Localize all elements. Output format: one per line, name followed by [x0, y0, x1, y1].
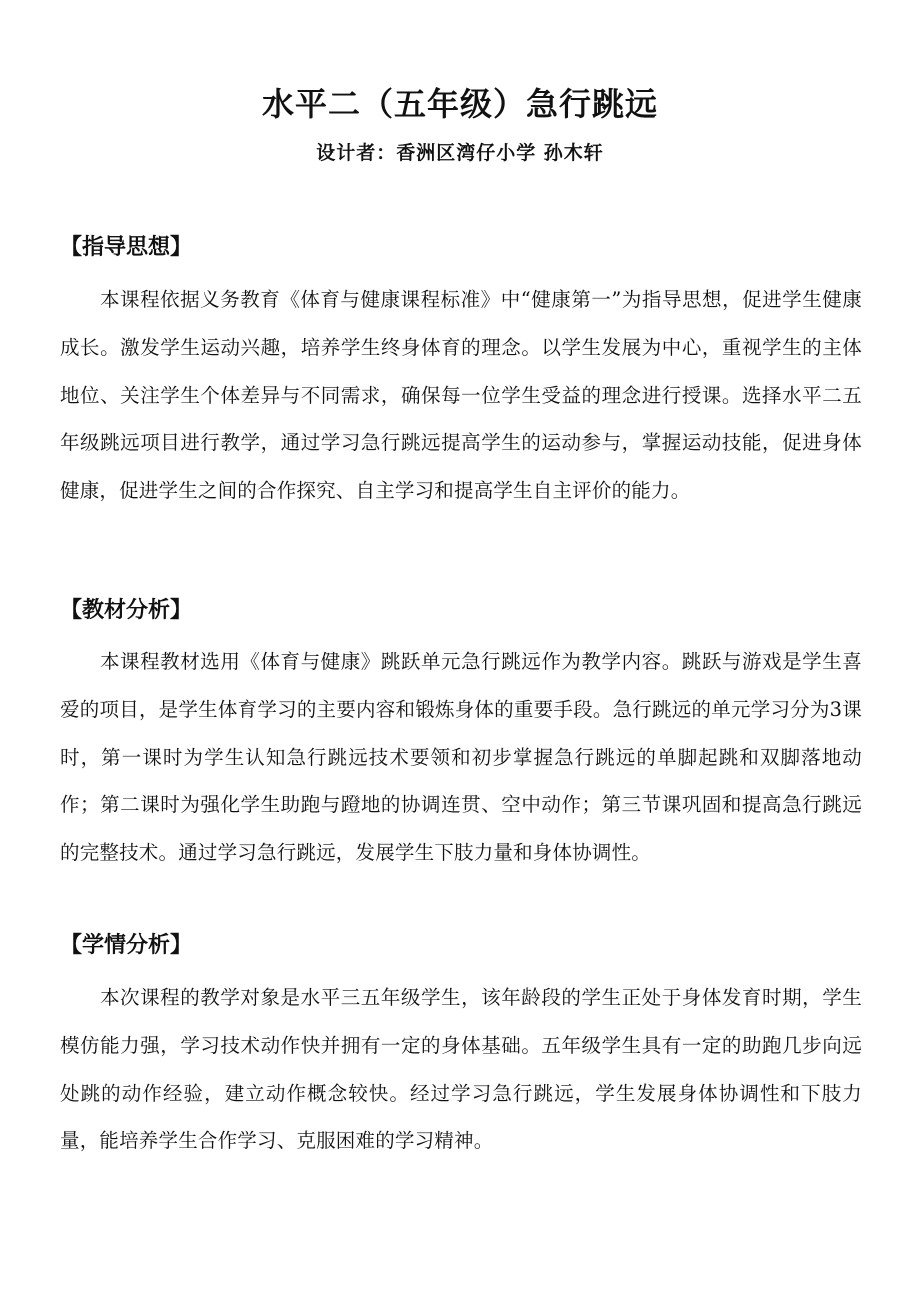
section-body-material-analysis: 本课程教材选用《体育与健康》跳跃单元急行跳远作为教学内容。跳跃与游戏是学生喜爱的项目，是学生体育学习的主要内容和锻炼身体的重要手段。急行跳远的单元学习分为3课时，第一课时为学生认知急行跳远技术要领和初步掌握急行跳远的单脚起跳和双脚落地动作；第二课时为强化学生助跑与蹬地的协调连贯、空中动作；第三节课巩固和提高急行跳远的完整技术。通过学习急行跳远，发展学生下肢力量和身体协调性。: [60, 650, 862, 865]
section-heading-material-analysis: 【教材分析】: [60, 598, 193, 623]
document-author: 设计者：香洲区湾仔小学 孙木轩: [316, 142, 604, 164]
section-body-guiding-ideology: 本课程依据义务教育《体育与健康课程标准》中“健康第一”为指导思想，促进学生健康成长。激发学生运动兴趣，培养学生终身体育的理念。以学生发展为中心，重视学生的主体地位、关注学生个体差异与不同需求，确保每一位学生受益的理念进行授课。选择水平二五年级跳远项目进行教学，通过学习急行跳远提高学生的运动参与，掌握运动技能，促进身体健康，促进学生之间的合作探究、自主学习和提高学生自主评价的能力。: [60, 288, 862, 503]
section-heading-student-analysis: 【学情分析】: [60, 933, 193, 958]
document-title: 水平二（五年级）急行跳远: [261, 85, 658, 123]
section-body-student-analysis: 本次课程的教学对象是水平三五年级学生，该年龄段的学生正处于身体发育时期，学生模仿能力强，学习技术动作快并拥有一定的身体基础。五年级学生具有一定的助跑几步向远处跳的动作经验，建立动作概念较快。经过学习急行跳远，学生发展身体协调性和下肢力量，能培养学生合作学习、克服困难的学习精神。: [60, 986, 862, 1153]
section-heading-guiding-ideology: 【指导思想】: [60, 235, 193, 260]
